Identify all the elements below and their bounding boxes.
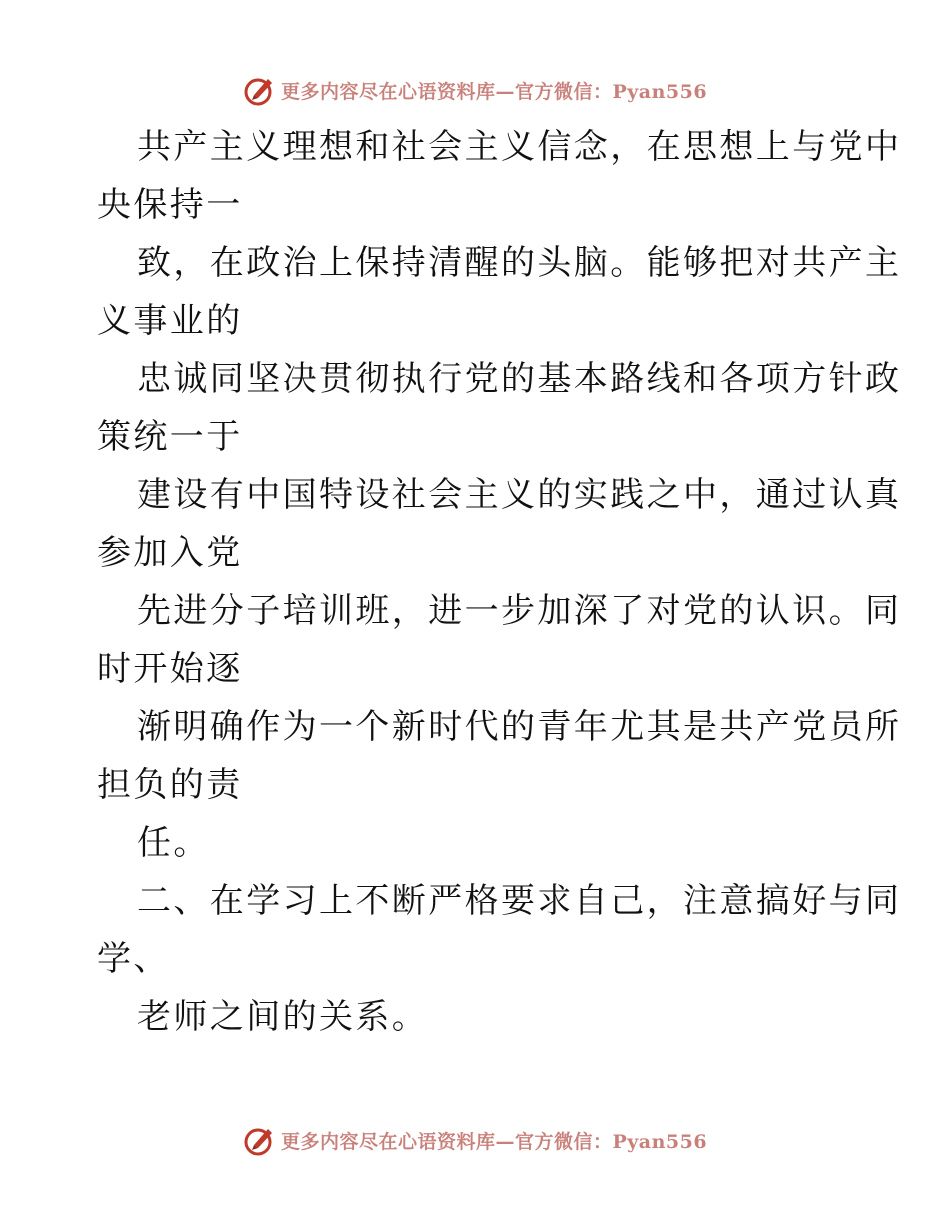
line-text: 二、在学习上不断严格要求自己，注意搞好与同 bbox=[137, 881, 902, 921]
line-continuation: 策统一于 bbox=[97, 417, 243, 457]
line-continuation: 担负的责 bbox=[97, 765, 243, 805]
paragraph-line bbox=[97, 582, 902, 698]
line-text: 任。 bbox=[137, 823, 210, 863]
line-text: 共产主义理想和社会主义信念，在思想上与党中 bbox=[137, 127, 902, 167]
paragraph-line bbox=[97, 466, 902, 582]
line-continuation: 时开始逐 bbox=[97, 649, 243, 689]
pen-nib-logo-icon bbox=[243, 73, 277, 107]
line-text: 渐明确作为一个新时代的青年尤其是共产党员所 bbox=[137, 707, 902, 747]
paragraph-line bbox=[97, 234, 902, 350]
document-body bbox=[97, 118, 902, 1046]
line-continuation: 学、 bbox=[97, 939, 170, 979]
line-continuation: 参加入党 bbox=[97, 533, 243, 573]
header-banner bbox=[0, 70, 950, 110]
line-text: 老师之间的关系。 bbox=[137, 997, 429, 1037]
line-text: 建设有中国特设社会主义的实践之中，通过认真 bbox=[137, 475, 902, 515]
line-continuation: 央保持一 bbox=[97, 185, 243, 225]
paragraph-line bbox=[97, 988, 857, 1046]
paragraph-line bbox=[97, 872, 902, 988]
line-text: 先进分子培训班，进一步加深了对党的认识。同 bbox=[137, 591, 902, 631]
paragraph-line bbox=[97, 350, 902, 466]
pen-nib-logo-icon bbox=[243, 1123, 277, 1157]
line-text: 致，在政治上保持清醒的头脑。能够把对共产主 bbox=[137, 243, 902, 283]
line-continuation: 义事业的 bbox=[97, 301, 243, 341]
footer-banner-text: 更多内容尽在心语资料库—官方微信：Pyan556 bbox=[280, 1130, 708, 1153]
header-banner-text: 更多内容尽在心语资料库—官方微信：Pyan556 bbox=[280, 80, 708, 103]
paragraph-line bbox=[97, 814, 857, 872]
footer-banner bbox=[0, 1120, 950, 1160]
paragraph-line bbox=[97, 118, 902, 234]
line-text: 忠诚同坚决贯彻执行党的基本路线和各项方针政 bbox=[137, 359, 902, 399]
paragraph-line bbox=[97, 698, 902, 814]
